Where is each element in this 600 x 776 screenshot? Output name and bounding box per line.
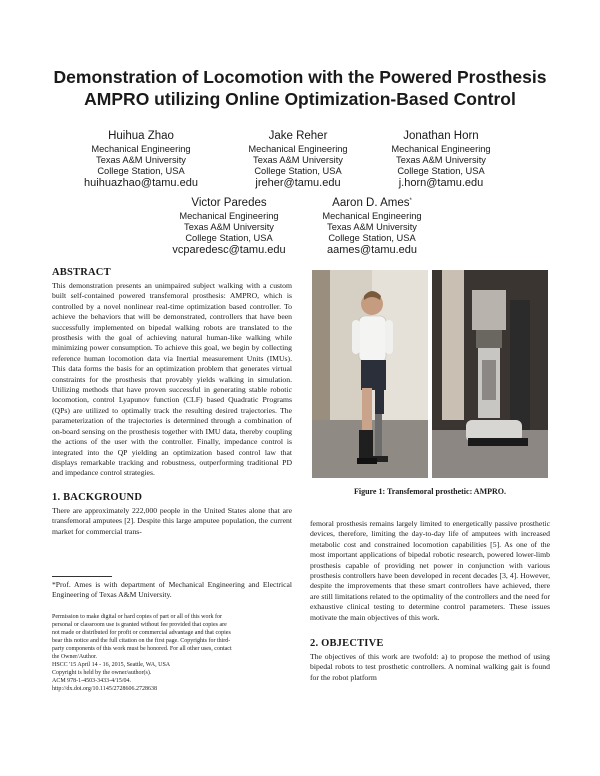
title-line-2: AMPRO utilizing Online Optimization-Based Control	[84, 89, 516, 109]
permission-line: Permission to make digital or hard copies of part or all of this work for	[52, 614, 222, 620]
title-line-1: Demonstration of Locomotion with the Powered Prosthesis	[53, 67, 547, 87]
author-block	[66, 129, 216, 190]
author-city: College Station, USA	[254, 166, 342, 176]
objective-text: The objectives of this work are twofold: a) to propose the method of using bipedal robots to test prosthetic controllers. A nominal walking gait is found for the robot platform	[310, 652, 550, 682]
conference-line: HSCC '15 April 14 - 16, 2015, Seattle, WA, USA	[52, 662, 171, 668]
author-city: College Station, USA	[185, 233, 273, 243]
permission-line: the Owner/Author.	[52, 654, 97, 660]
author-email[interactable]: j.horn@tamu.edu	[398, 177, 484, 189]
background-heading: 1. BACKGROUND	[52, 491, 143, 503]
author-block	[223, 129, 373, 190]
author-name: Victor Paredes	[191, 197, 267, 209]
background-continuation: femoral prosthesis remains largely limited to energetically passive prosthetic devices, therefore, limiting the day-to-day life of amputees with increased metabolic cost and constrained locomotion capabilities [5]. As one of the most important applications of bipedal robotic research, powered lower-limb prosthesis capable of providing net power in conjunction with various prosthesis controllers have been developed in recent decades [3, 4]. However, despite the improvements that these smart controllers have achieved, there are still limitations related to the optimality of the controllers and the need for exhaustive clinical testing to determine control parameters. These issues motivate the main objectives of this work.	[310, 519, 550, 622]
author-city: College Station, USA	[328, 233, 416, 243]
permission-line: personal or classroom use is granted without fee provided that copies are	[52, 622, 227, 628]
footnote-rule	[52, 576, 112, 577]
permission-line: not made or distributed for profit or commercial advantage and that copies	[52, 630, 231, 636]
author-univ: Texas A&M University	[96, 155, 186, 165]
author-name: Huihua Zhao	[108, 130, 174, 142]
permission-line: party components of this work must be honored. For all other uses, contact	[52, 646, 232, 652]
author-univ: Texas A&M University	[327, 222, 417, 232]
figure-caption: Figure 1: Transfemoral prosthetic: AMPRO.	[353, 487, 507, 496]
author-footnote-mark: *	[409, 198, 412, 204]
author-email[interactable]: aames@tamu.edu	[326, 244, 418, 256]
author-univ: Texas A&M University	[253, 155, 343, 165]
author-footnote: *Prof. Ames is with department of Mechanical Engineering and Electrical Engineering of Texas A&M University.	[52, 580, 292, 599]
author-name: Jake Reher	[268, 130, 328, 142]
background-text: There are approximately 222,000 people in the United States alone that are transfemoral amputees [2]. Despite this large amputee population, the current market for commercial trans-	[52, 505, 292, 536]
objective-heading: 2. OBJECTIVE	[310, 638, 384, 650]
left-column	[52, 266, 292, 537]
author-email[interactable]: vcparedesc@tamu.edu	[172, 244, 286, 256]
right-column	[310, 519, 550, 683]
copyright-line: Copyright is held by the owner/author(s).	[52, 670, 152, 676]
author-univ: Texas A&M University	[184, 222, 274, 232]
author-dept: Mechanical Engineering	[179, 211, 279, 221]
abstract-heading: ABSTRACT	[52, 267, 111, 278]
photo-prosthesis-closeup	[432, 270, 548, 478]
author-name: Jonathan Horn	[403, 130, 479, 142]
author-city: College Station, USA	[397, 166, 485, 176]
author-dept: Mechanical Engineering	[91, 144, 191, 154]
author-dept: Mechanical Engineering	[248, 144, 348, 154]
author-univ: Texas A&M University	[396, 155, 486, 165]
author-block	[154, 196, 304, 257]
author-city: College Station, USA	[97, 166, 185, 176]
author-email[interactable]: jreher@tamu.edu	[255, 177, 341, 189]
isbn-line: ACM 978-1-4503-3433-4/15/04.	[52, 678, 131, 684]
prosthesis-closeup-illustration	[432, 270, 548, 478]
author-email[interactable]: huihuazhao@tamu.edu	[84, 177, 198, 189]
figure-1	[312, 270, 548, 478]
author-dept: Mechanical Engineering	[322, 211, 422, 221]
doi-link[interactable]: http://dx.doi.org/10.1145/2728606.2728638	[52, 686, 158, 692]
permission-line: bear this notice and the full citation on the first page. Copyrights for third-	[52, 638, 231, 644]
subject-walking-illustration	[312, 270, 428, 478]
photo-subject-walking	[312, 270, 428, 478]
author-name-text: Aaron D. Ames	[332, 197, 410, 209]
author-block	[366, 129, 516, 190]
abstract-text: This demonstration presents an unimpaired subject walking with a custom built self-contained powered transfemoral prosthesis: AMPRO, which is controlled by a novel nonlinear real-time optimization based controller. To achieve the behaviors that will be demonstrated, controllers that have been successfully implemented on bipedal walking robots are translated to the prosthesis with the goal of achieving natural human-like walking while minimizing power consumption. To achieve this goal, we begin by collecting reference human locomotion data via Inertial measurement Units (IMUs). This data forms the basis for an optimization problem that generates virtual constraints for the prosthesis that provably yields walking in simulation. Utilizing methods that have proven successful in generating stable robotic locomotion, control Lyapunov function (CLF) based Quadratic Programs (QPs) are utilized to optimally track the resulting desired trajectories. The parameterization of the trajectories is determined through a combination of on-board sensing on the prosthesis together with IMU data, thereby coupling the actions of the user with the controller. Finally, impedance control is integrated into the QP yielding an optimization based control law that displays remarkable tracking and robustness, outperforming traditional PD and impedance control strategies.	[52, 281, 292, 478]
permission-block	[52, 613, 292, 693]
author-block	[297, 196, 447, 257]
author-name	[297, 196, 447, 211]
author-dept: Mechanical Engineering	[391, 144, 491, 154]
paper-title	[40, 66, 560, 110]
